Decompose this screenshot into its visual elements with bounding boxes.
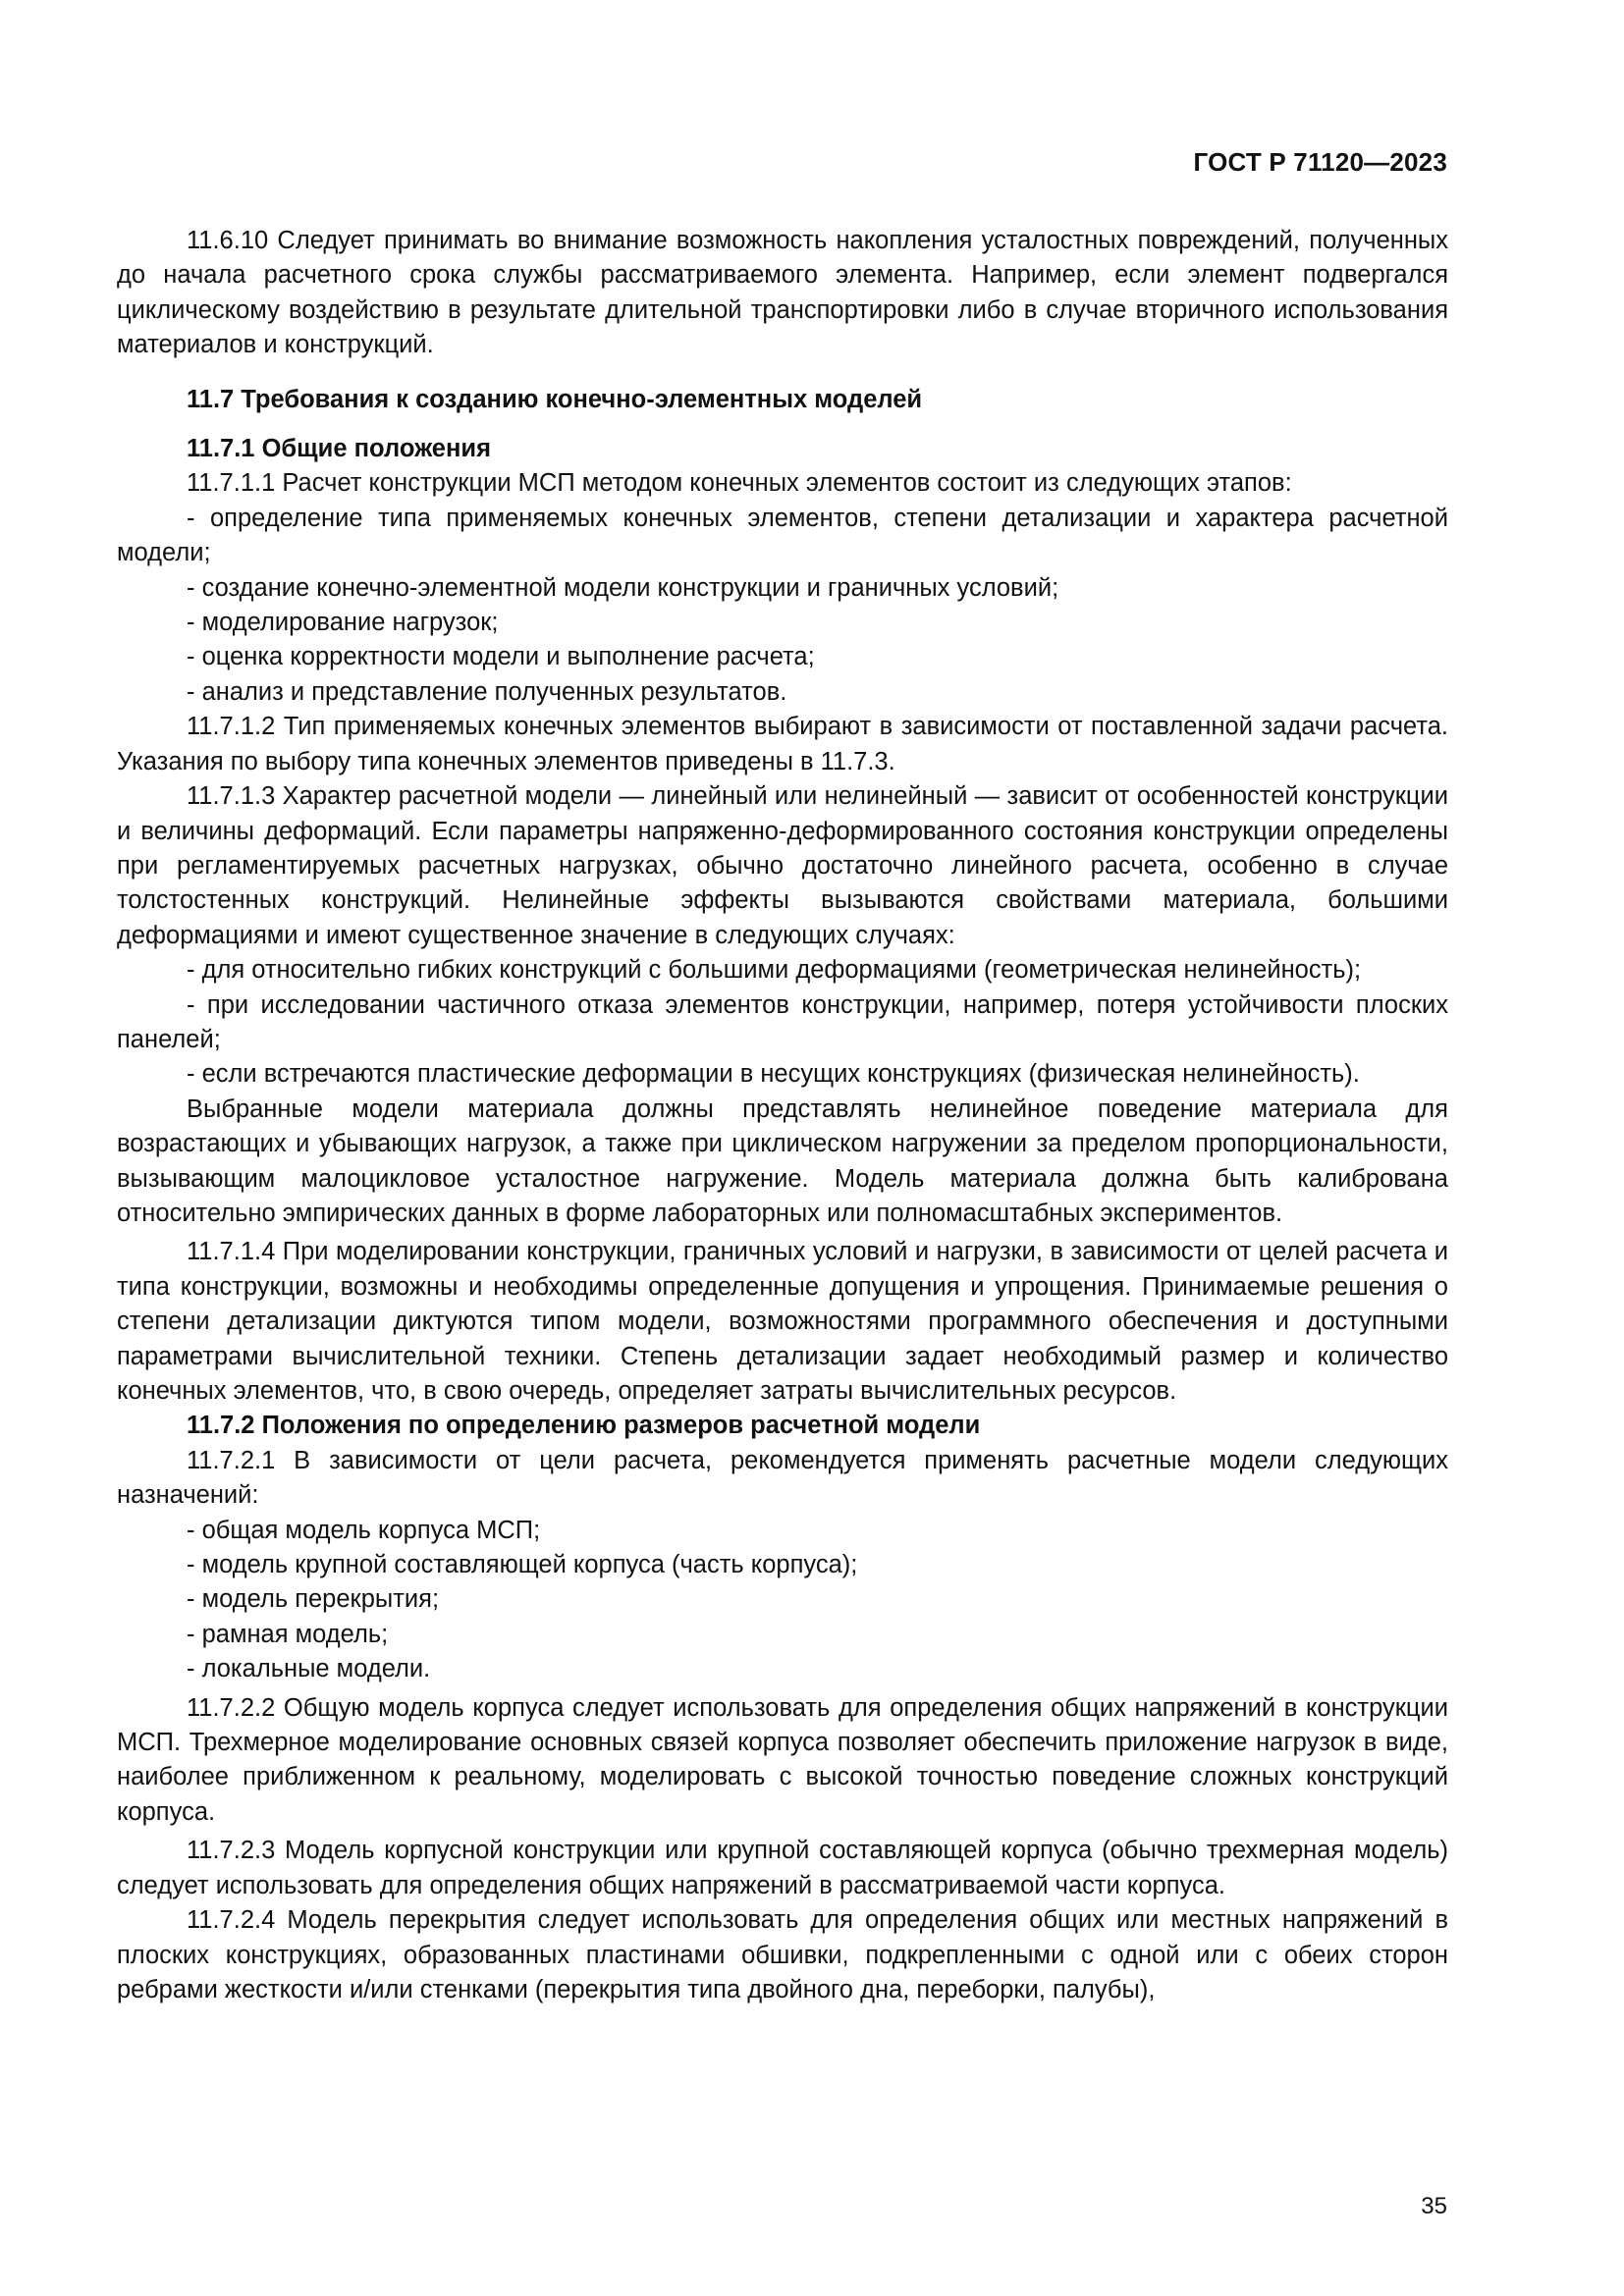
list-item: - если встречаются пластические деформации в несущих конструкциях (физическая нелинейность). — [187, 1060, 1360, 1089]
paragraph-11-7-2-3: 11.7.2.3 Модель корпусной конструкции или крупной составляющей корпуса (обычно трехмерная модель) следует использовать для определения общих напряжений в рассматриваемой части корпуса. — [117, 1837, 1448, 1899]
paragraph-11-7-2-4: 11.7.2.4 Модель перекрытия следует использовать для определения общих или местных напряжений в плоских конструкциях, образованных пластинами обшивки, подкрепленными с одной или с обеих сторон ребрами жесткости и/или стенками (перекрытия типа двойного дна, переборки, палубы), — [117, 1906, 1448, 2003]
document-code: ГОСТ Р 71120—2023 — [1193, 147, 1447, 177]
list-item: - локальные модели. — [187, 1655, 431, 1683]
page-number: 35 — [1421, 2193, 1447, 2219]
list-item: - создание конечно-элементной модели конструкции и граничных условий; — [187, 573, 1059, 602]
paragraph-11-7-1-2: 11.7.1.2 Тип применяемых конечных элементов выбирают в зависимости от поставленной задачи расчета. Указания по выбору типа конечных элементов приведены в 11.7.3. — [117, 713, 1448, 775]
list-item: - модель крупной составляющей корпуса (часть корпуса); — [187, 1551, 858, 1579]
subsection-heading-11-7-1: 11.7.1 Общие положения — [187, 435, 491, 463]
paragraph-material-models: Выбранные модели материала должны представлять нелинейное поведение материала для возрастающих и убывающих нагрузок, а также при циклическом нагружении за пределом пропорциональности, вызывающим малоцикловое усталостное нагружение. Модель материала должна быть калибрована относительно эмпирических данных в форме лабораторных или полномасштабных экспериментов. — [117, 1095, 1448, 1227]
list-item: - общая модель корпуса МСП; — [187, 1516, 541, 1544]
list-item: - анализ и представление полученных результатов. — [187, 677, 787, 706]
list-item: - оценка корректности модели и выполнение расчета; — [187, 643, 815, 671]
list-item: - модель перекрытия; — [187, 1585, 440, 1614]
subsection-heading-11-7-2: 11.7.2 Положения по определению размеров расчетной модели — [187, 1412, 981, 1440]
paragraph-11-6-10: 11.6.10 Следует принимать во внимание возможность накопления усталостных повреждений, полученных до начала расчетного срока службы рассматриваемого элемента. Например, если элемент подвергался циклическому воздействию в результате длительной транспортировки либо в случае вторичного использования материалов и конструкций. — [117, 227, 1448, 359]
list-item: - определение типа применяемых конечных элементов, степени детализации и характера расчетной модели; — [117, 504, 1448, 567]
document-body — [117, 224, 1448, 2007]
paragraph-11-7-1-4: 11.7.1.4 При моделировании конструкции, граничных условий и нагрузки, в зависимости от целей расчета и типа конструкции, возможны и необходимы определенные допущения и упрощения. Принимаемые решения о степени детализации диктуются типом модели, возможностями программного обеспечения и доступными параметрами вычислительной техники. Степень детализации задает необходимый размер и количество конечных элементов, что, в свою очередь, определяет затраты вычислительных ресурсов. — [117, 1238, 1448, 1405]
list-item: - для относительно гибких конструкций с большими деформациями (геометрическая нелинейность); — [187, 956, 1362, 985]
paragraph-11-7-1-1: 11.7.1.1 Расчет конструкции МСП методом конечных элементов состоит из следующих этапов: — [187, 469, 1292, 498]
paragraph-11-7-2-1: 11.7.2.1 В зависимости от цели расчета, рекомендуется применять расчетные модели следующих назначений: — [117, 1446, 1448, 1510]
section-heading-11-7: 11.7 Требования к созданию конечно-элементных моделей — [187, 385, 923, 413]
list-item: - моделирование нагрузок; — [187, 609, 499, 637]
list-item: - рамная модель; — [187, 1620, 389, 1648]
paragraph-11-7-2-2: 11.7.2.2 Общую модель корпуса следует использовать для определения общих напряжений в конструкции МСП. Трехмерное моделирование основных связей корпуса позволяет обеспечить приложение нагрузок в виде, наиболее приближенном к реальному, моделировать с высокой точностью поведение сложных конструкций корпуса. — [117, 1693, 1448, 1826]
list-item: - при исследовании частичного отказа элементов конструкции, например, потеря устойчивости плоских панелей; — [117, 990, 1448, 1053]
paragraph-11-7-1-3: 11.7.1.3 Характер расчетной модели — линейный или нелинейный — зависит от особенностей конструкции и величины деформаций. Если параметры напряженно-деформированного состояния конструкции определены при регламентируемых расчетных нагрузках, обычно достаточно линейного расчета, особенно в случае толстостенных конструкций. Нелинейные эффекты вызываются свойствами материала, большими деформациями и имеют существенное значение в следующих случаях: — [117, 782, 1448, 949]
